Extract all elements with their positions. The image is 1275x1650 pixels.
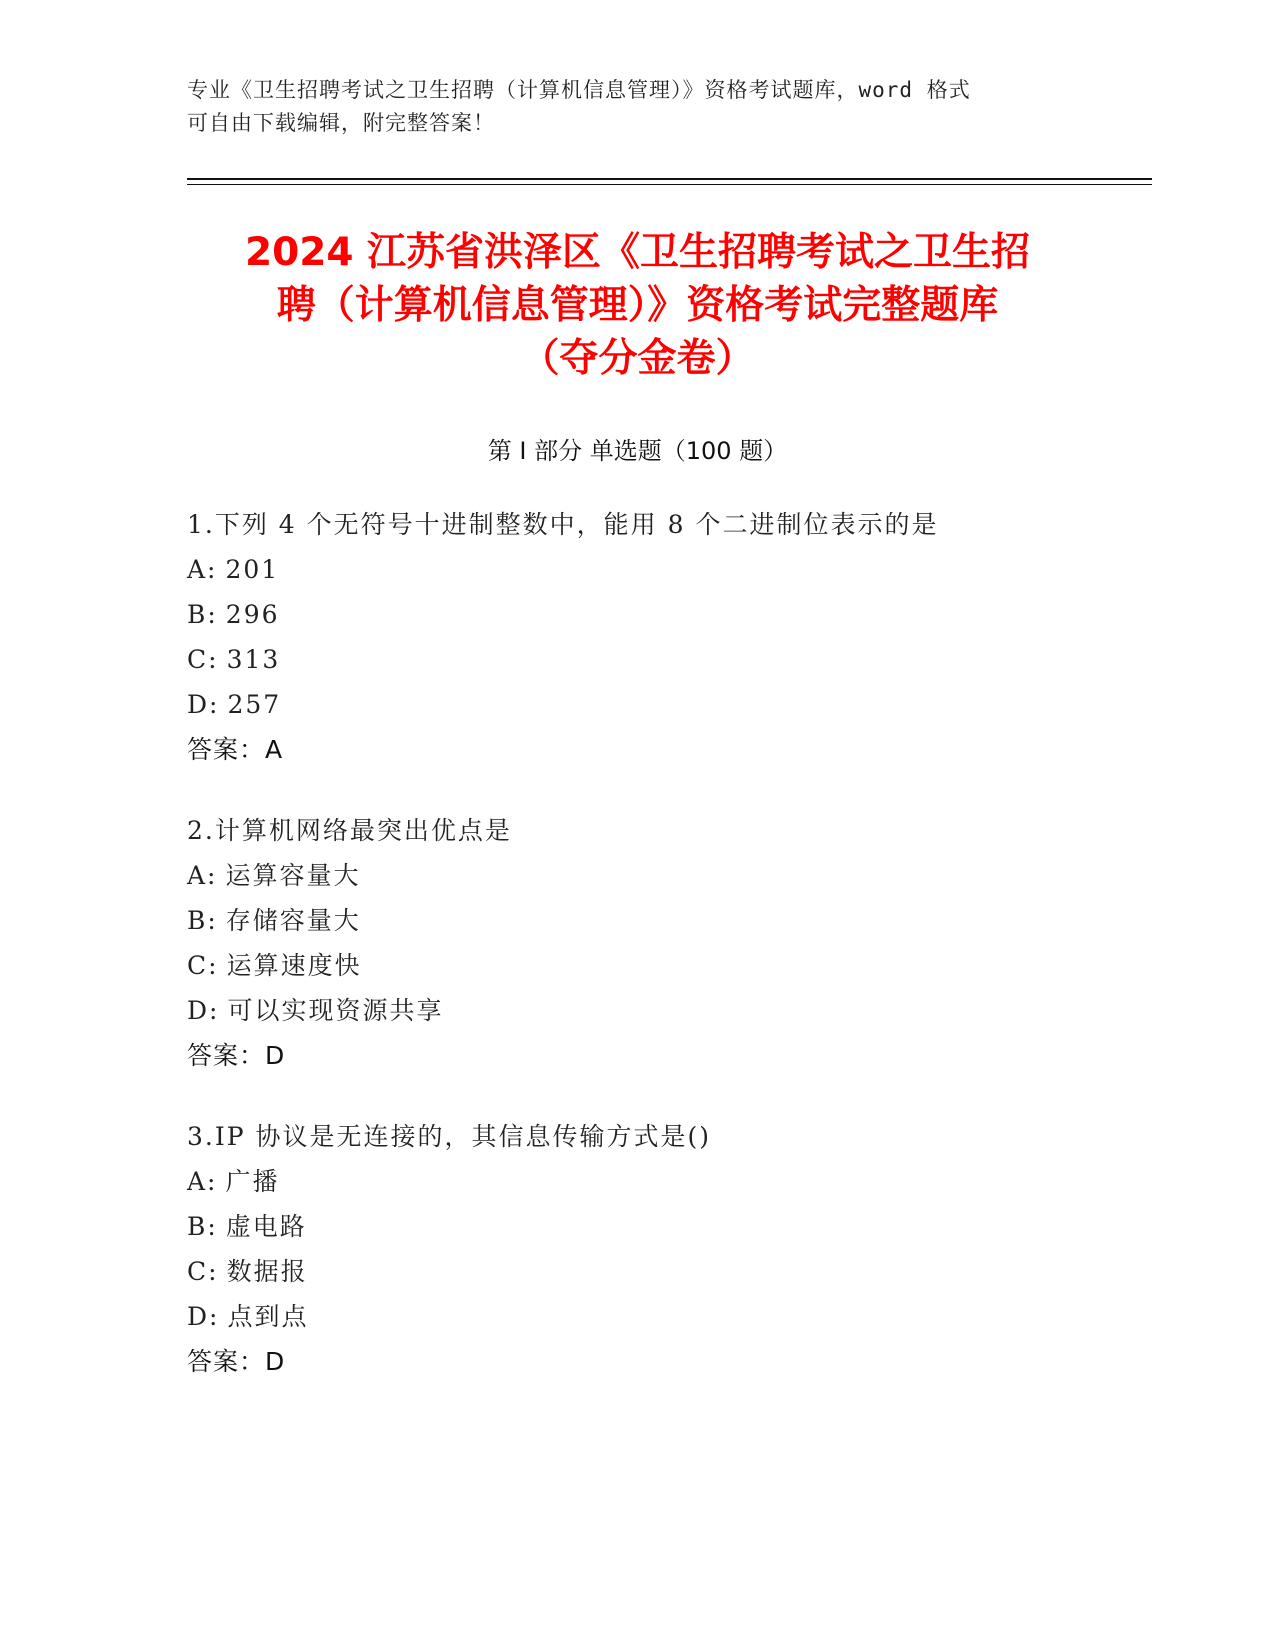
option-text: 运算容量大 xyxy=(225,861,361,890)
intro-line: 可自由下载编辑，附完整答案！ xyxy=(187,111,495,135)
option-letter: B: xyxy=(187,1212,218,1241)
option-letter: C: xyxy=(187,1257,219,1286)
option-letter: B: xyxy=(187,906,218,935)
option-c xyxy=(187,637,1137,682)
header-divider-thick xyxy=(187,178,1152,180)
option-b xyxy=(187,898,1137,943)
option-a xyxy=(187,1159,1137,1204)
option-letter: A: xyxy=(187,861,218,890)
option-c xyxy=(187,943,1137,988)
option-a xyxy=(187,547,1137,592)
option-text: 存储容量大 xyxy=(225,906,361,935)
document-title xyxy=(140,226,1135,385)
header-divider-thin xyxy=(187,184,1152,185)
option-text: 257 xyxy=(227,690,282,719)
option-letter: A: xyxy=(187,1167,218,1196)
option-text: 广播 xyxy=(225,1167,280,1196)
option-letter: D: xyxy=(187,996,220,1025)
answer-text: 答案：D xyxy=(187,1041,286,1070)
question-block xyxy=(187,808,1137,1078)
option-text: 运算速度快 xyxy=(226,951,362,980)
option-text: 点到点 xyxy=(227,1302,309,1331)
option-b xyxy=(187,1204,1137,1249)
option-text: 可以实现资源共享 xyxy=(227,996,444,1025)
option-letter: C: xyxy=(187,645,219,674)
option-b xyxy=(187,592,1137,637)
option-letter: A: xyxy=(187,555,218,584)
title-line: （夺分金卷） xyxy=(520,336,755,381)
section-heading: 第 I 部分 单选题（100 题） xyxy=(487,437,788,465)
option-d xyxy=(187,1294,1137,1339)
intro-line: 专业《卫生招聘考试之卫生招聘（计算机信息管理）》资格考试题库，word 格式 xyxy=(187,78,971,102)
answer-text: 答案：A xyxy=(187,735,284,764)
question-block xyxy=(187,502,1137,772)
question-text: 2.计算机网络最突出优点是 xyxy=(187,816,512,845)
option-letter: D: xyxy=(187,690,220,719)
title-line: 聘（计算机信息管理）》资格考试完整题库 xyxy=(276,283,999,328)
option-text: 数据报 xyxy=(226,1257,308,1286)
option-d xyxy=(187,988,1137,1033)
question-block xyxy=(187,1114,1137,1384)
option-a xyxy=(187,853,1137,898)
option-text: 296 xyxy=(225,600,280,629)
answer-text: 答案：D xyxy=(187,1347,286,1376)
question-text: 3.IP 协议是无连接的，其信息传输方式是() xyxy=(187,1122,712,1151)
option-text: 313 xyxy=(226,645,281,674)
option-c xyxy=(187,1249,1137,1294)
title-line: 2024 江苏省洪泽区《卫生招聘考试之卫生招 xyxy=(244,230,1031,275)
question-text: 1.下列 4 个无符号十进制整数中，能用 8 个二进制位表示的是 xyxy=(187,510,939,539)
option-letter: B: xyxy=(187,600,218,629)
option-letter: D: xyxy=(187,1302,220,1331)
option-text: 虚电路 xyxy=(225,1212,307,1241)
intro-text xyxy=(187,74,1067,140)
option-d xyxy=(187,682,1137,727)
option-letter: C: xyxy=(187,951,219,980)
option-text: 201 xyxy=(225,555,280,584)
